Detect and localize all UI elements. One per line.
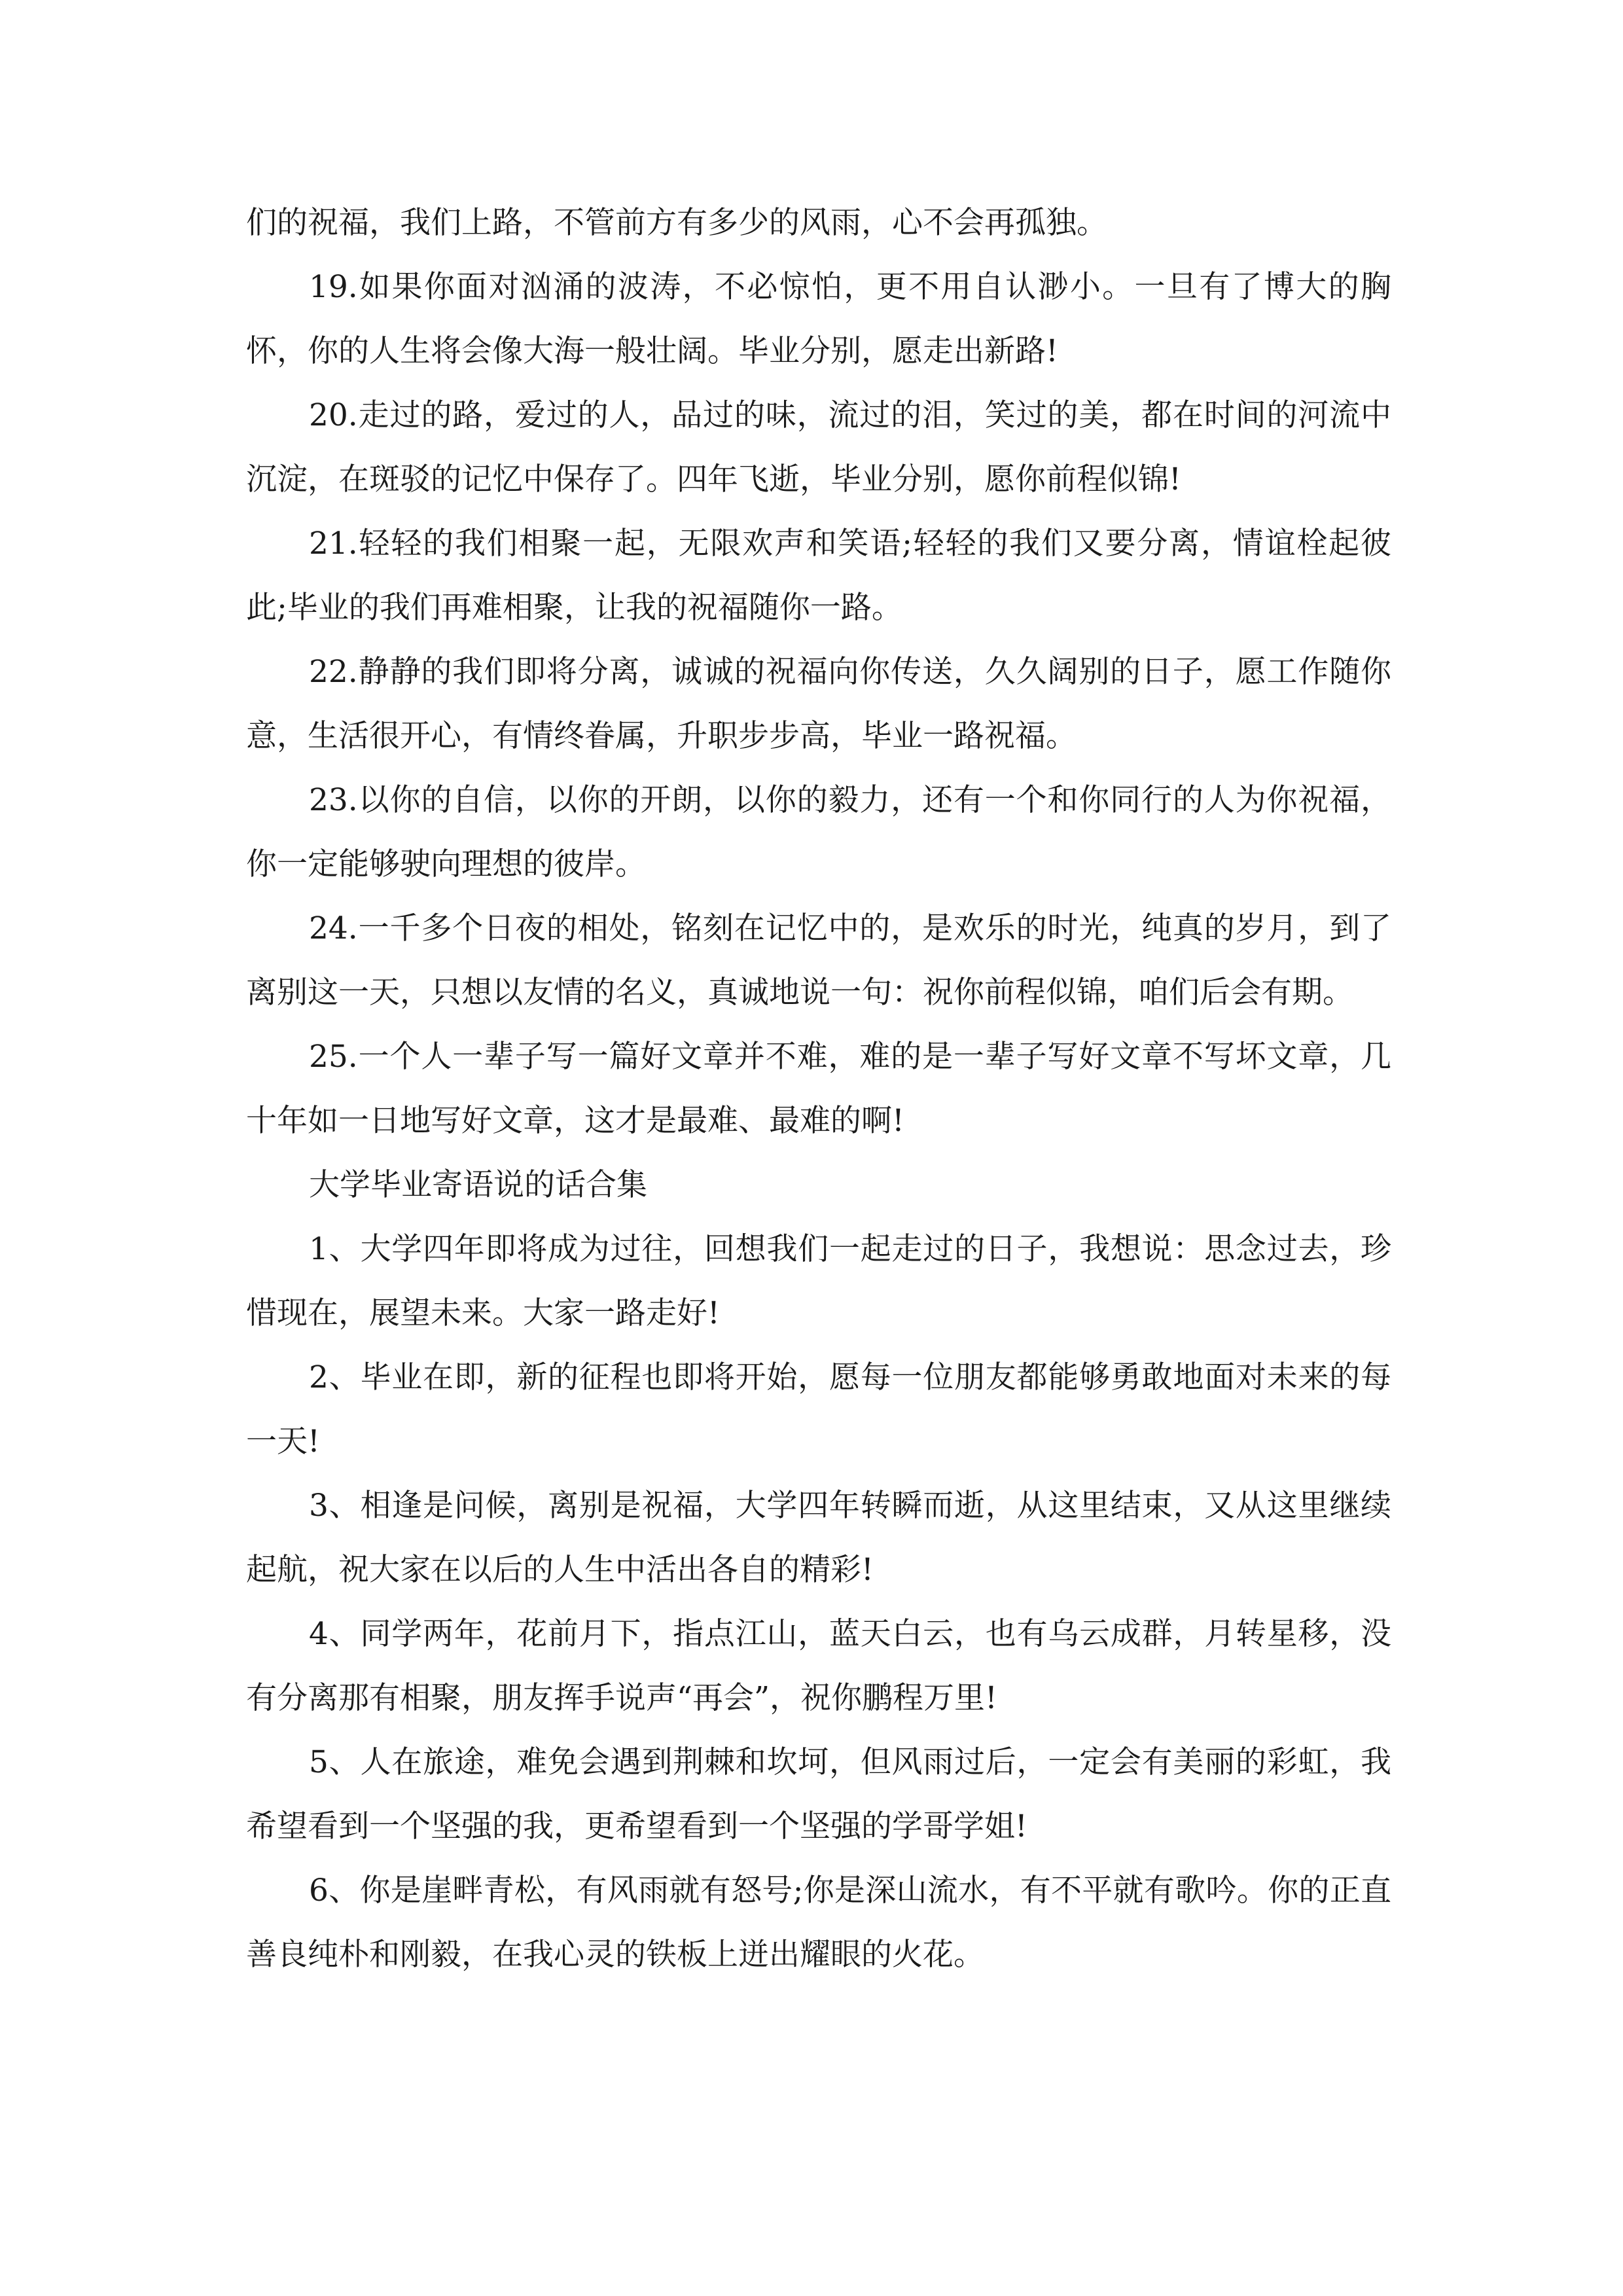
paragraph-22: 22.静静的我们即将分离，诚诚的祝福向你传送，久久阔别的日子，愿工作随你意，生活很开心，有情终眷属，升职步步高，毕业一路祝福。 (246, 654, 1391, 754)
paragraph-section-1: 1、大学四年即将成为过往，回想我们一起走过的日子，我想说：思念过去，珍惜现在，展望未来。大家一路走好! (246, 1231, 1391, 1331)
paragraph-section-3: 3、相逢是问候，离别是祝福，大学四年转瞬而逝，从这里结束，又从这里继续起航，祝大家在以后的人生中活出各自的精彩! (246, 1488, 1391, 1588)
paragraph-23: 23.以你的自信，以你的开朗，以你的毅力，还有一个和你同行的人为你祝福，你一定能够驶向理想的彼岸。 (246, 782, 1391, 882)
paragraph-section-6: 6、你是崖畔青松，有风雨就有怒号;你是深山流水，有不平就有歌吟。你的正直善良纯朴和刚毅，在我心灵的铁板上迸出耀眼的火花。 (246, 1873, 1391, 1973)
paragraph-section-2: 2、毕业在即，新的征程也即将开始，愿每一位朋友都能够勇敢地面对未来的每一天! (246, 1359, 1391, 1460)
paragraph-section-5: 5、人在旅途，难免会遇到荆棘和坎坷，但风雨过后，一定会有美丽的彩虹，我希望看到一个坚强的我，更希望看到一个坚强的学哥学姐! (246, 1744, 1391, 1844)
paragraph-19: 19.如果你面对汹涌的波涛，不必惊怕，更不用自认渺小。一旦有了博大的胸怀，你的人生将会像大海一般壮阔。毕业分别，愿走出新路! (246, 269, 1391, 369)
paragraph-21: 21.轻轻的我们相聚一起，无限欢声和笑语;轻轻的我们又要分离，情谊栓起彼此;毕业的我们再难相聚，让我的祝福随你一路。 (246, 526, 1391, 626)
paragraph-continuation: 们的祝福，我们上路，不管前方有多少的风雨，心不会再孤独。 (246, 205, 1107, 241)
paragraph-24: 24.一千多个日夜的相处，铭刻在记忆中的，是欢乐的时光，纯真的岁月，到了离别这一天，只想以友情的名义，真诚地说一句：祝你前程似锦，咱们后会有期。 (246, 910, 1391, 1011)
paragraph-20: 20.走过的路，爱过的人，品过的味，流过的泪，笑过的美，都在时间的河流中沉淀，在斑驳的记忆中保存了。四年飞逝，毕业分别，愿你前程似锦! (246, 397, 1391, 497)
paragraph-section-4: 4、同学两年，花前月下，指点江山，蓝天白云，也有乌云成群，月转星移，没有分离那有相聚，朋友挥手说声“再会”，祝你鹏程万里! (246, 1616, 1391, 1716)
document-body (246, 191, 1391, 1987)
section-heading: 大学毕业寄语说的话合集 (309, 1167, 647, 1203)
paragraph-25: 25.一个人一辈子写一篇好文章并不难，难的是一辈子写好文章不写坏文章，几十年如一日地写好文章，这才是最难、最难的啊! (246, 1039, 1391, 1139)
